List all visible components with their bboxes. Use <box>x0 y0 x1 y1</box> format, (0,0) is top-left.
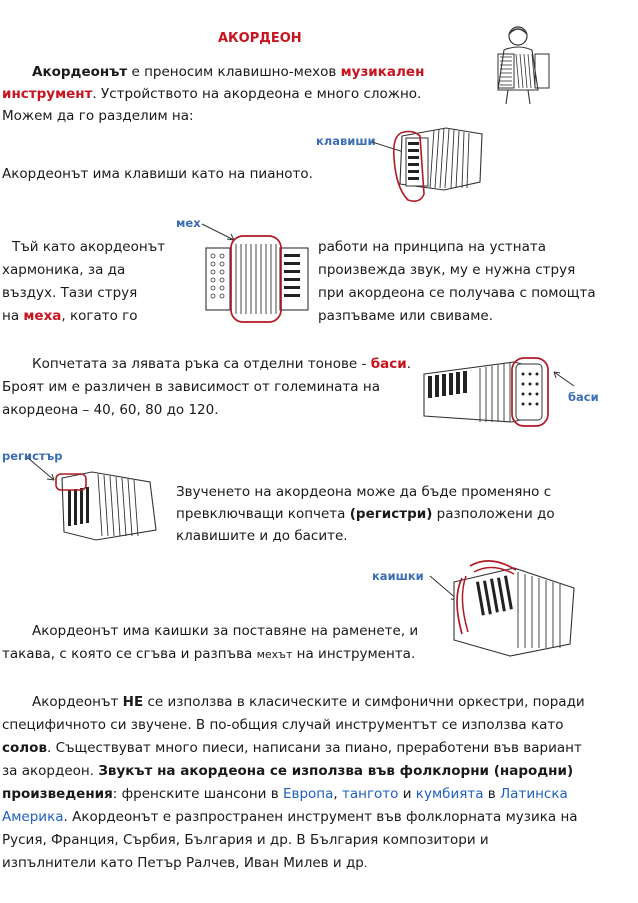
folk-sentence: Звукът на акордеона се използва във фолклорни (народни) <box>98 763 574 779</box>
bellows-right-1: работи на принципа на устната <box>318 239 546 255</box>
register-label: регистър <box>2 449 63 463</box>
intro-line-1 <box>32 62 424 83</box>
solo-word: солов <box>2 740 47 756</box>
accordion-bellows-illustration <box>200 230 316 328</box>
tango-word: тангото <box>341 786 399 802</box>
final-line-1: Акордеонът НЕ се използва в класическите и симфонични оркестри, поради <box>32 694 585 710</box>
straps-label: каишки <box>372 569 424 583</box>
straps-line-2: такава, с която се сгъва и разпъва мехът на инструмента. <box>2 646 416 662</box>
register-line-1: Звученето на акордеона може да бъде променяно с <box>176 484 552 500</box>
final-line-5: произведения: френските шансони в Европа, тангото и кумбията в Латинска <box>2 786 568 802</box>
intro-musical-word: музикален <box>340 64 425 80</box>
bellows-small-word: мехът <box>256 648 293 661</box>
straps-line-1: Акордеонът има каишки за поставяне на раменете, и <box>32 623 419 639</box>
intro-accordion-word: Акордеонът <box>32 64 128 80</box>
bellows-left-3: въздух. Тази струя <box>2 285 138 301</box>
keys-text: Акордеонът има клавиши като на пианото. <box>2 166 313 182</box>
accordion-register-illustration <box>48 460 168 550</box>
intro-text: е преносим клавишно-мехов <box>127 64 341 80</box>
intro-instrument-word: инструмент <box>2 86 93 102</box>
bass-word: баси <box>370 356 407 372</box>
bellows-right-4: разпъваме или свиваме. <box>318 308 494 324</box>
intro-text-2: . Устройството на акордеона е много сложно. <box>92 86 422 102</box>
register-line-2: превключващи копчета (регистри) разположени до <box>176 506 555 522</box>
bass-label: баси <box>568 390 599 404</box>
intro-line-2 <box>2 84 421 105</box>
bellows-label: мех <box>176 216 201 230</box>
final-line-8: изпълнители като Петър Ралчев, Иван Милев и др. <box>2 855 368 871</box>
accordion-bass-illustration <box>418 352 558 432</box>
america-word: Америка <box>2 809 64 825</box>
page-title: АКОРДЕОН <box>218 31 302 46</box>
final-line-4: за акордеон. Звукът на акордеона се използва във фолклорни (народни) <box>2 763 574 779</box>
accordion-player-illustration <box>478 24 558 104</box>
bass-line-2: Броят им е различен в зависимост от големината на <box>2 379 380 395</box>
final-line-6: Америка. Акордеонът е разпространен инструмент във фолклорната музика на <box>2 809 578 825</box>
europe-word: Европа <box>282 786 334 802</box>
final-line-3: солов. Съществуват много пиеси, написани за пиано, преработени във вариант <box>2 740 582 756</box>
bellows-right-3: при акордеона се получава с помощта <box>318 285 596 301</box>
accordion-keys-illustration <box>384 112 494 202</box>
bellows-left-2: хармоника, за да <box>2 262 126 278</box>
parts-intro: Можем да го разделим на: <box>2 108 194 124</box>
final-line-2: специфичното си звучене. В по-общия случай инструментът се използва като <box>2 717 564 733</box>
bellows-left-1: Тъй като акордеонът <box>12 239 166 255</box>
latin-word: Латинска <box>500 786 568 802</box>
cumbia-word: кумбията <box>415 786 484 802</box>
bellows-right-2: произвежда звук, му е нужна струя <box>318 262 576 278</box>
accordion-straps-illustration <box>440 552 590 662</box>
works-word: произведения <box>2 786 113 802</box>
bellows-word: меха <box>23 308 62 324</box>
bellows-left-4: на меха, когато го <box>2 308 138 324</box>
registers-word: (регистри) <box>349 506 433 522</box>
register-line-3: клавишите и до басите. <box>176 528 348 544</box>
bass-line-3: акордеона – 40, 60, 80 до 120. <box>2 402 219 418</box>
final-line-7: Русия, Франция, Сърбия, България и др. В България композитори и <box>2 832 489 848</box>
bass-line-1: Копчетата за лявата ръка са отделни тонове - баси. <box>32 356 411 372</box>
keys-label: клавиши <box>316 134 376 148</box>
not-word: НЕ <box>122 694 144 710</box>
